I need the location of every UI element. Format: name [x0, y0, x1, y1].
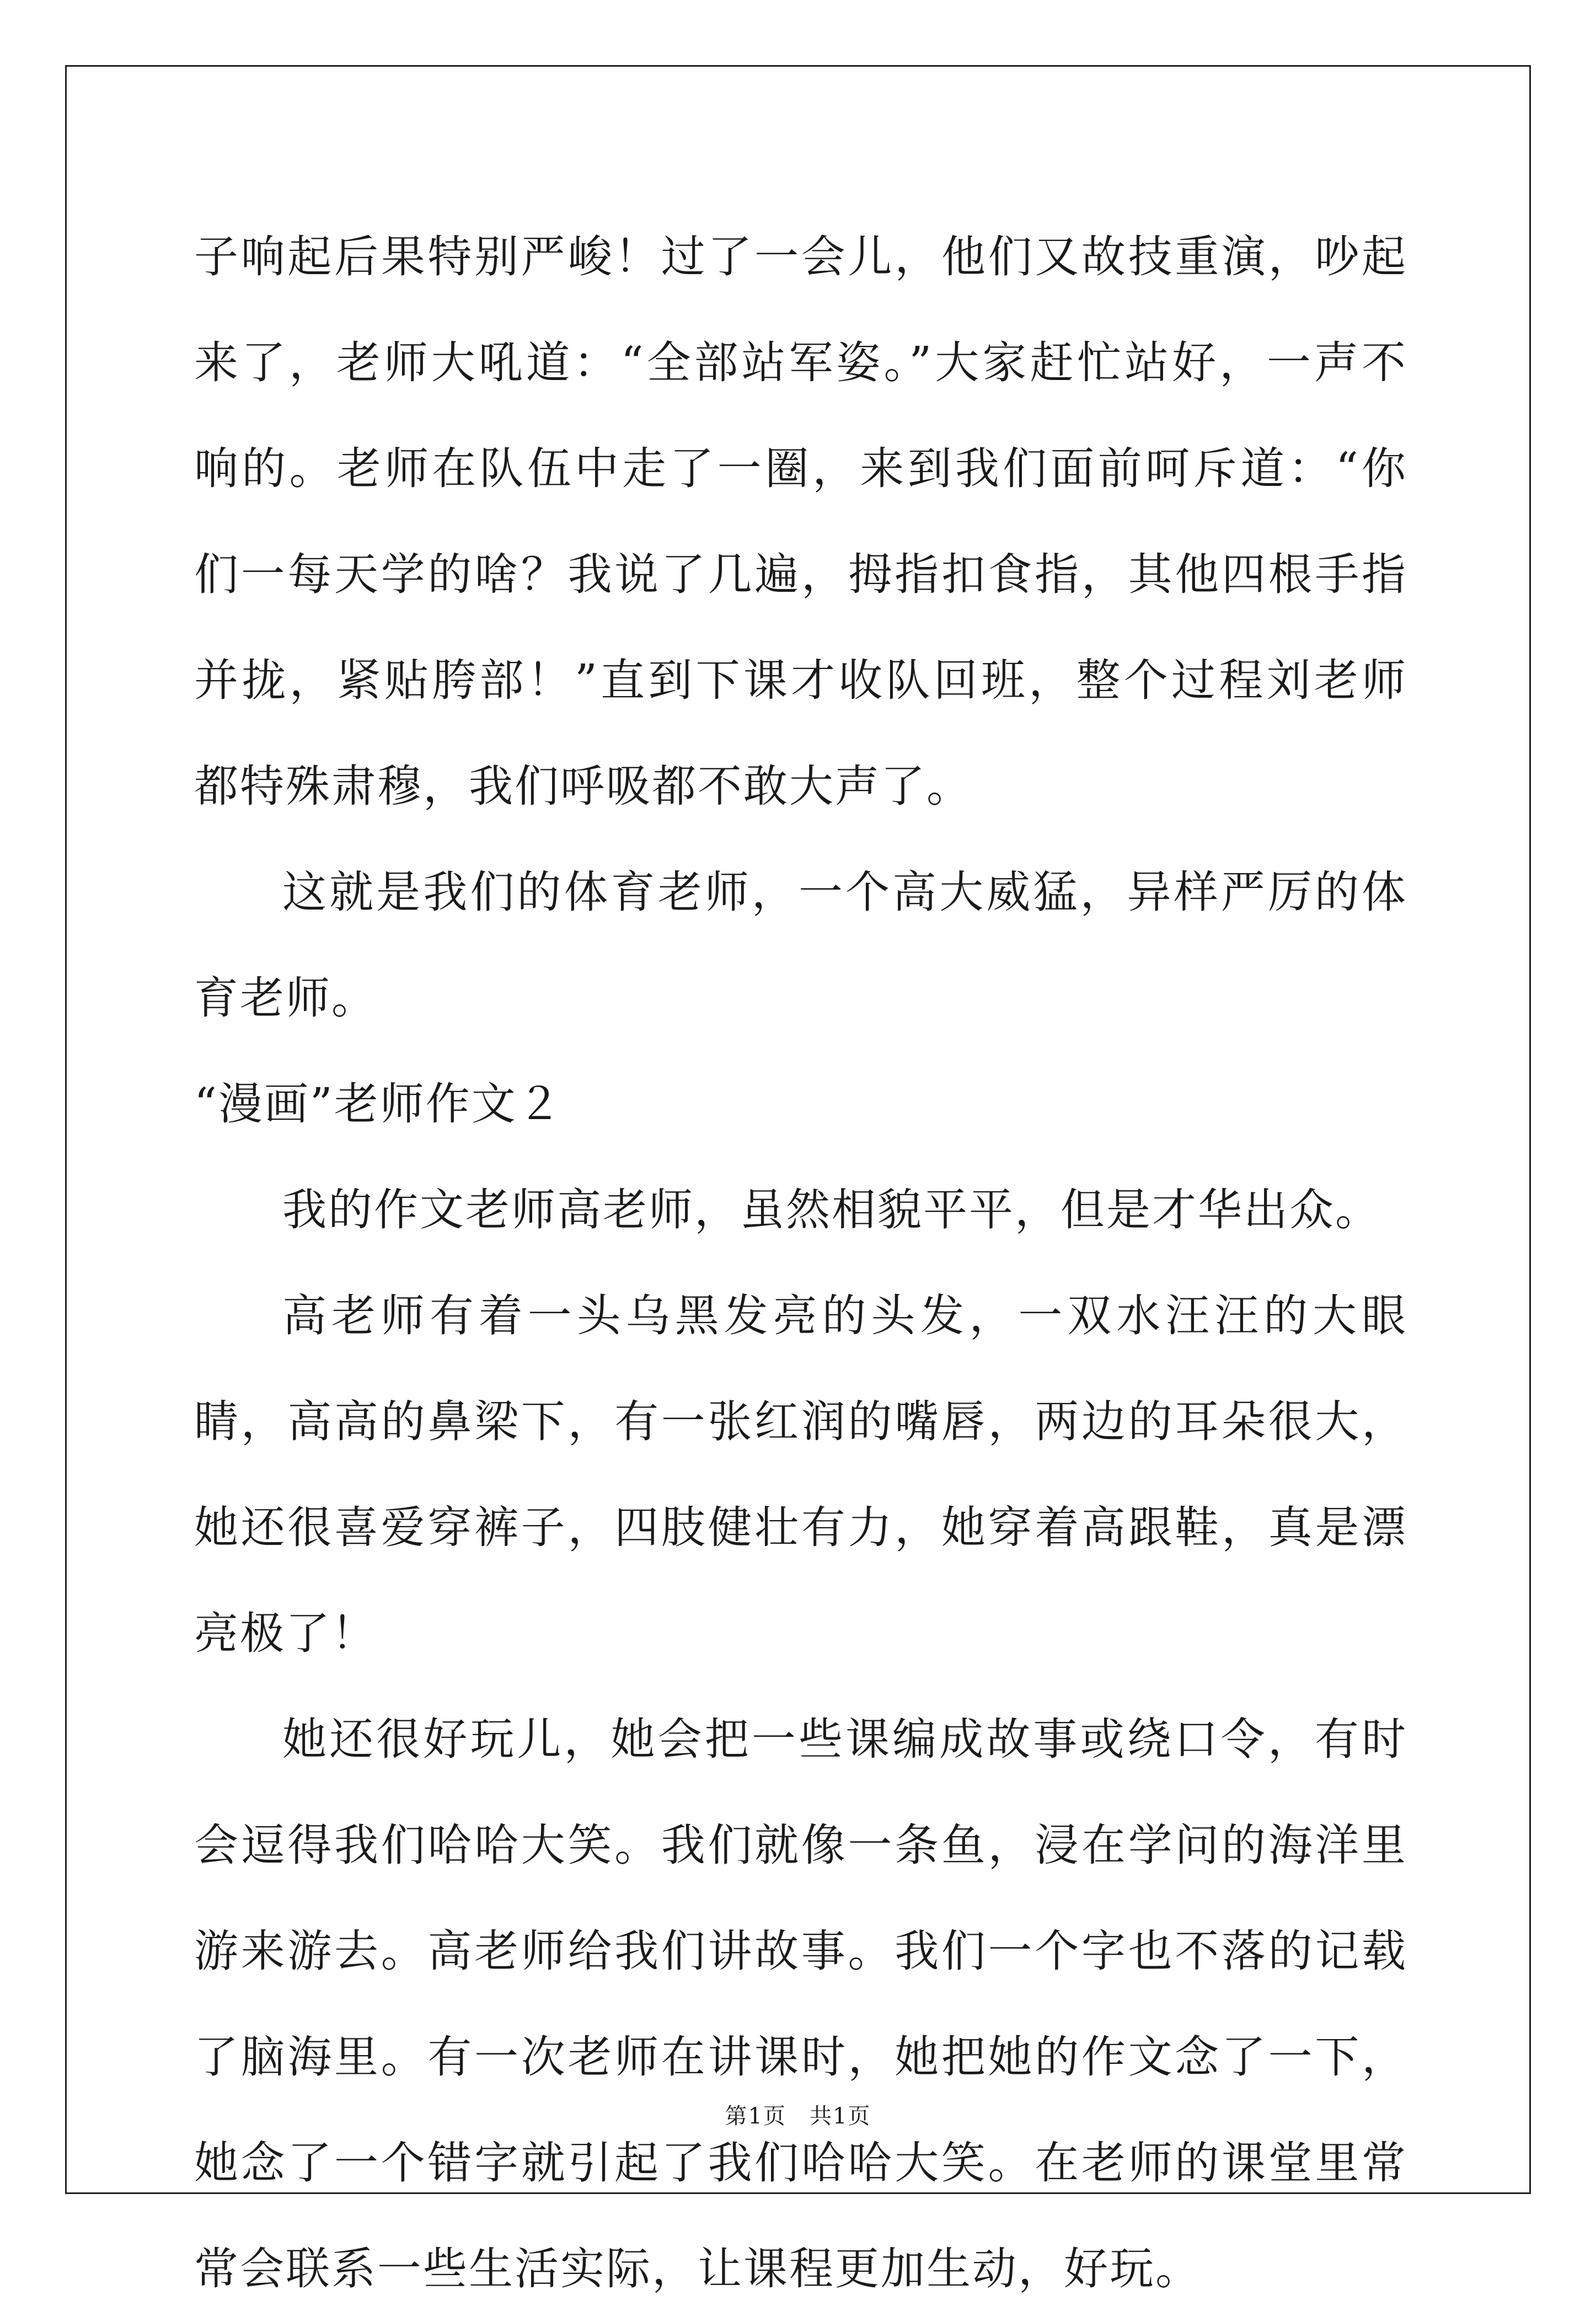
paragraph-teaching: 她还很好玩儿，她会把一些课编成故事或绕口令，有时会逗得我们哈哈大笑。我们就像一条鱼，浸在学问的海洋里游来游去。高老师给我们讲故事。我们一个字也不落的记载了脑海里。有一次老师在讲课时，她把她的作文念了一下，她念了一个错字就引起了我们哈哈大笑。在老师的课堂里常常会联系一些生活实际，让课程更加生动，好玩。: [194, 1714, 1407, 2294]
page-footer: 第1页 共1页: [725, 2104, 871, 2129]
paragraph-conclusion: 这就是我们的体育老师，一个高大威猛，异样严厉的体育老师。: [194, 866, 1407, 1024]
paragraph-appearance: 高老师有着一头乌黑发亮的头发，一双水汪汪的大眼睛，高高的鼻梁下，有一张红润的嘴唇，两边的耳朵很大，她还很喜爱穿裤子，四肢健壮有力，她穿着高跟鞋，真是漂亮极了！: [194, 1290, 1407, 1659]
document-body: [194, 204, 1407, 2322]
paragraph-continuation: 子响起后果特别严峻！过了一会儿，他们又故技重演，吵起来了，老师大吼道：“全部站军姿。”大家赶忙站好，一声不响的。老师在队伍中走了一圈，来到我们面前呵斥道：“你们一每天学的啥？我说了几遍，拇指扣食指，其他四根手指并拢，紧贴胯部！”直到下课才收队回班，整个过程刘老师都特殊肃穆，我们呼吸都不敢大声了。: [194, 231, 1407, 812]
paragraph-intro: 我的作文老师高老师，虽然相貌平平，但是才华出众。: [282, 1184, 1381, 1235]
essay-title: “漫画”老师作文２: [194, 1078, 563, 1130]
